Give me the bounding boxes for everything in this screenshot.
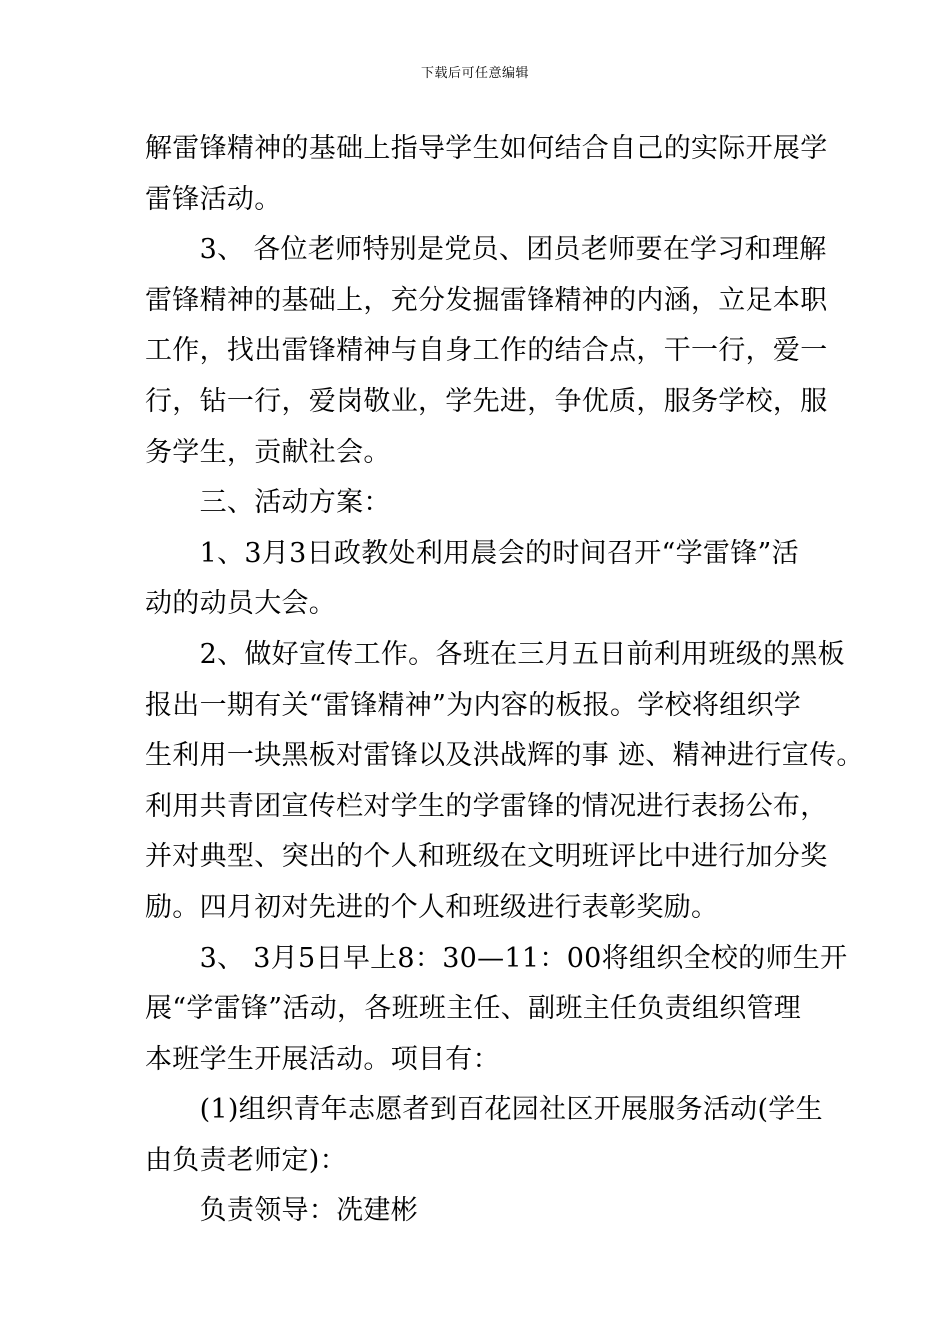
text-line: 并对典型、突出的个人和班级在文明班评比中进行加分奖 xyxy=(145,841,828,873)
text-line: 动的动员大会。 xyxy=(145,588,337,620)
text-line: 本班学生开展活动。项目有： xyxy=(145,1043,500,1075)
text-line: 雷锋活动。 xyxy=(145,183,282,215)
page-header-note: 下载后可任意编辑 xyxy=(420,66,529,81)
section-heading: 三、活动方案： xyxy=(145,487,391,519)
text-line: 负责领导：冼建彬 xyxy=(145,1195,418,1227)
text-line: 务学生，贡献社会。 xyxy=(145,436,391,468)
text-line: 生利用一块黑板对雷锋以及洪战辉的事 迹、精神进行宣传。 xyxy=(145,740,864,772)
text-line: 报出一期有关“雷锋精神”为内容的板报。学校将组织学 xyxy=(145,689,802,721)
document-body xyxy=(145,124,864,1237)
text-line: 1、3月3日政教处利用晨会的时间召开“学雷锋”活 xyxy=(145,537,799,569)
text-line: 工作，找出雷锋精神与自身工作的结合点，干一行，爱一 xyxy=(145,335,828,367)
text-line: 展“学雷锋”活动，各班班主任、副班主任负责组织管理 xyxy=(145,993,802,1025)
text-line: 3、 各位老师特别是党员、团员老师要在学习和理解 xyxy=(145,234,827,266)
text-line: 2、做好宣传工作。各班在三月五日前利用班级的黑板 xyxy=(145,638,845,670)
text-line: 行，钻一行，爱岗敬业，学先进，争优质，服务学校，服 xyxy=(145,385,828,417)
text-line: 3、 3月5日早上8：30—11：00将组织全校的师生开 xyxy=(145,942,848,974)
text-line: 雷锋精神的基础上，充分发掘雷锋精神的内涵，立足本职 xyxy=(145,284,828,316)
text-line: (1)组织青年志愿者到百花园社区开展服务活动(学生 xyxy=(145,1094,823,1126)
text-line: 励。四月初对先进的个人和班级进行表彰奖励。 xyxy=(145,891,719,923)
text-line: 解雷锋精神的基础上指导学生如何结合自己的实际开展学 xyxy=(145,133,828,164)
text-line: 由负责老师定)： xyxy=(145,1144,347,1176)
text-line: 利用共青团宣传栏对学生的学雷锋的情况进行表扬公布， xyxy=(145,790,828,822)
